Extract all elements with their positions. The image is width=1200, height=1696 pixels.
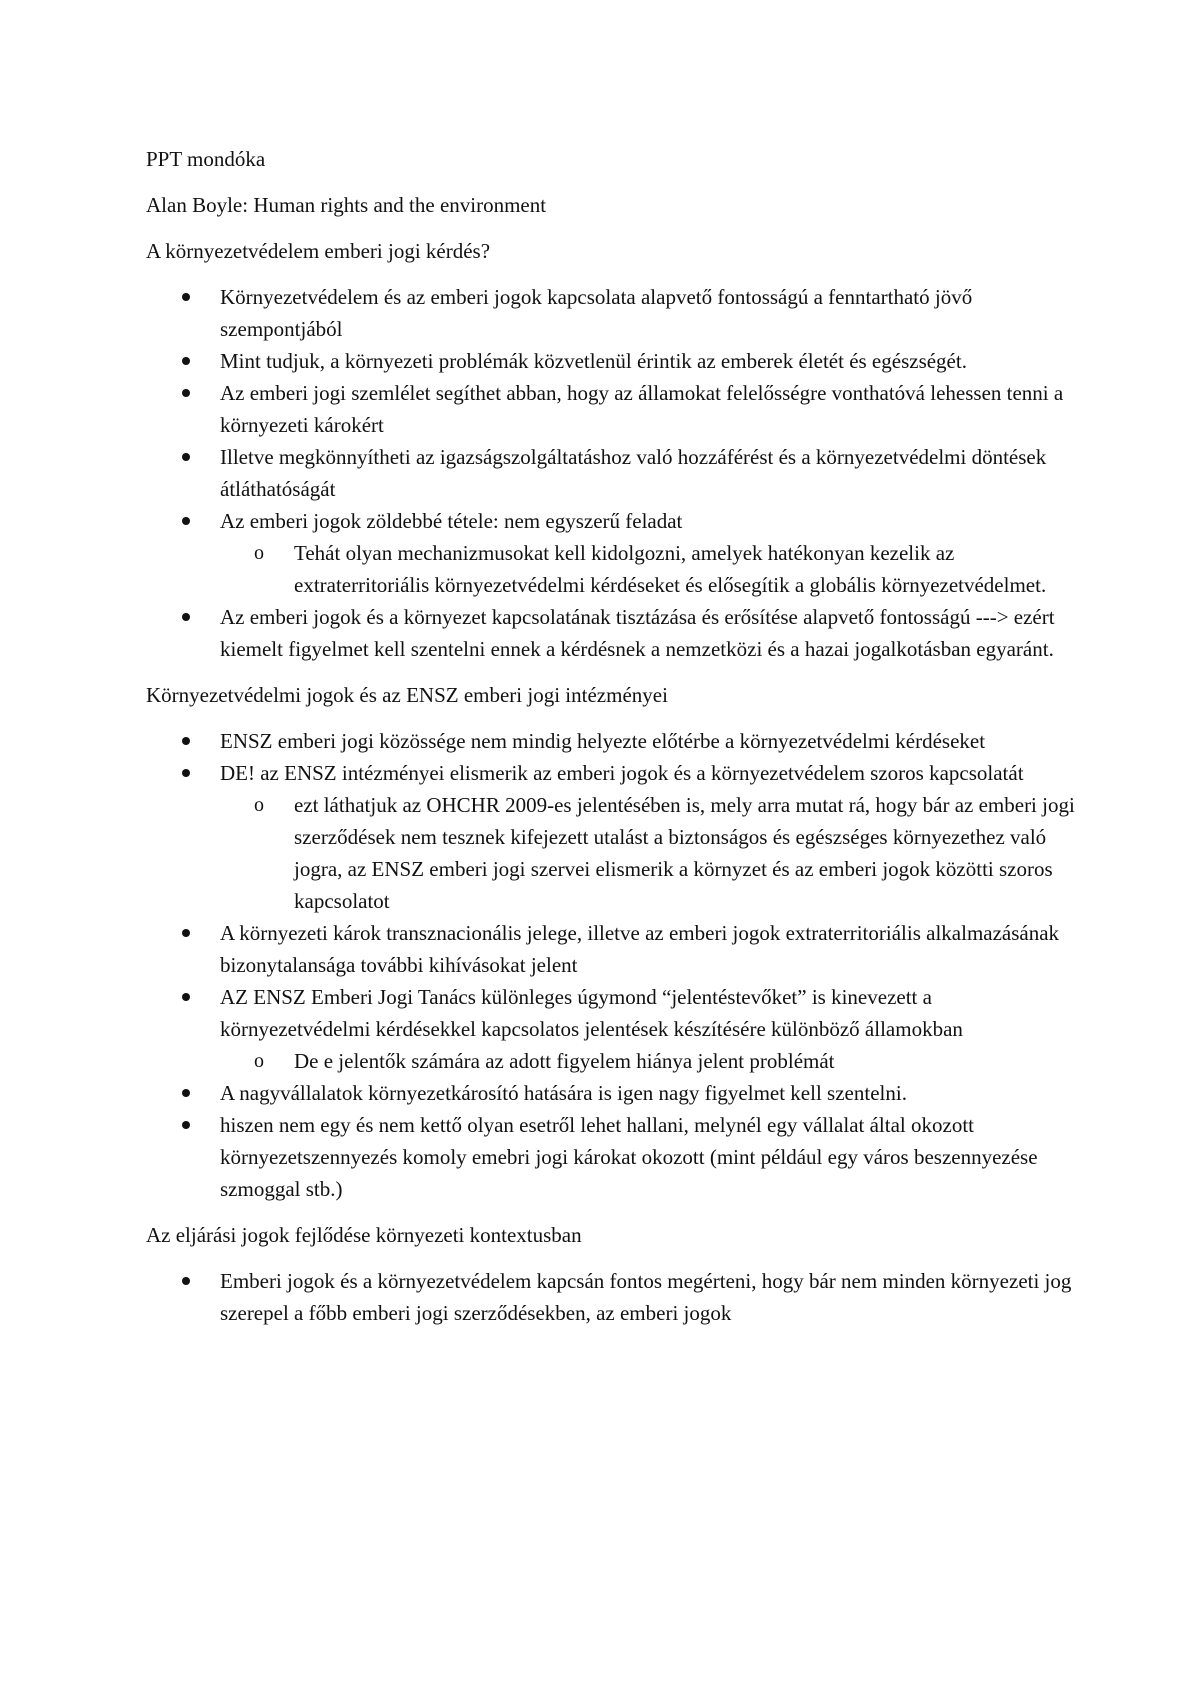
section-heading: Az eljárási jogok fejlődése környezeti kontextusban	[146, 1223, 582, 1247]
list-item-text: A nagyvállalatok környezetkárosító hatására is igen nagy figyelmet kell szentelni.	[220, 1081, 907, 1105]
bullet-list	[146, 725, 1076, 1205]
bullet-marker	[182, 737, 190, 745]
sub-list-item	[220, 1045, 1076, 1077]
list-item	[146, 281, 1076, 345]
list-item-text: AZ ENSZ Emberi Jogi Tanács különleges úgymond “jelentéstevőket” is kinevezett a környezetvédelmi kérdésekkel kapcsolatos jelentések készítésére különböző államokban	[220, 985, 963, 1041]
list-item-text: DE! az ENSZ intézményei elismerik az emberi jogok és a környezetvédelem szoros kapcsolatát	[220, 761, 1024, 785]
list-item-text: Az emberi jogi szemlélet segíthet abban, hogy az államokat felelősségre vonthatóvá lehessen tenni a környezeti károkért	[220, 381, 1064, 437]
list-item-text: Mint tudjuk, a környezeti problémák közvetlenül érintik az emberek életét és egészségét.	[220, 349, 967, 373]
bullet-marker	[182, 357, 190, 365]
list-item-text: Környezetvédelem és az emberi jogok kapcsolata alapvető fontosságú a fenntartható jövő szempontjából	[220, 285, 973, 341]
list-item	[146, 725, 1076, 757]
sub-bullet-marker: o	[254, 794, 264, 816]
sub-list	[220, 537, 1076, 601]
sub-list-item	[220, 537, 1076, 601]
bullet-marker	[182, 1121, 190, 1129]
sub-list-item-text: Tehát olyan mechanizmusokat kell kidolgozni, amelyek hatékonyan kezelik az extraterritoriális környezetvédelmi kérdéseket és elősegítik a globális környezetvédelmet.	[294, 541, 1047, 597]
sub-list	[220, 789, 1076, 917]
list-item	[146, 1265, 1076, 1329]
document-body	[146, 143, 1076, 1343]
list-item	[146, 1109, 1076, 1205]
sub-list	[220, 1045, 1076, 1077]
list-item-text: Illetve megkönnyítheti az igazságszolgáltatáshoz való hozzáférést és a környezetvédelmi döntések átláthatóságát	[220, 445, 1047, 501]
list-item-text: Emberi jogok és a környezetvédelem kapcsán fontos megérteni, hogy bár nem minden környezeti jog szerepel a főbb emberi jogi szerződésekben, az emberi jogok	[220, 1269, 1072, 1325]
list-item	[146, 601, 1076, 665]
document-title: PPT mondóka	[146, 147, 266, 171]
list-item	[146, 757, 1076, 917]
list-item-text: Az emberi jogok és a környezet kapcsolatának tisztázása és erősítése alapvető fontosságú ---> ezért kiemelt figyelmet kell szentelni ennek a kérdésnek a nemzetközi és a hazai jogalkotásban egyaránt.	[220, 605, 1055, 661]
bullet-marker	[182, 1277, 190, 1285]
bullet-marker	[182, 517, 190, 525]
section-heading: A környezetvédelem emberi jogi kérdés?	[146, 239, 491, 263]
list-item	[146, 505, 1076, 601]
bullet-marker	[182, 293, 190, 301]
list-item-text: A környezeti károk transznacionális jelege, illetve az emberi jogok extraterritoriális alkalmazásának bizonytalansága további kihívásokat jelent	[220, 921, 1060, 977]
sub-list-item	[220, 789, 1076, 917]
list-item-text: ENSZ emberi jogi közössége nem mindig helyezte előtérbe a környezetvédelmi kérdéseket	[220, 729, 986, 753]
bullet-marker	[182, 453, 190, 461]
list-item	[146, 1077, 1076, 1109]
section-heading: Környezetvédelmi jogok és az ENSZ emberi jogi intézményei	[146, 683, 668, 707]
bullet-list	[146, 281, 1076, 665]
list-item	[146, 981, 1076, 1077]
list-item	[146, 441, 1076, 505]
list-item-text: hiszen nem egy és nem kettő olyan esetről lehet hallani, melynél egy vállalat által okozott környezetszennyezés komoly emebri jogi károkat okozott (mint például egy város beszennyezése szmoggal stb.)	[220, 1113, 1038, 1201]
bullet-list	[146, 1265, 1076, 1329]
bullet-marker	[182, 613, 190, 621]
bullet-marker	[182, 1089, 190, 1097]
bullet-marker	[182, 993, 190, 1001]
sub-list-item-text: ezt láthatjuk az OHCHR 2009-es jelentésében is, mely arra mutat rá, hogy bár az emberi jogi szerződések nem tesznek kifejezett utalást a biztonságos és egészséges környezethez való jogra, az ENSZ emberi jogi szervei elismerik a környzet és az emberi jogok közötti szoros kapcsolatot	[294, 793, 1075, 913]
sub-bullet-marker: o	[254, 1050, 264, 1072]
bullet-marker	[182, 929, 190, 937]
bullet-marker	[182, 769, 190, 777]
list-item	[146, 917, 1076, 981]
bullet-marker	[182, 389, 190, 397]
sub-list-item-text: De e jelentők számára az adott figyelem hiánya jelent problémát	[294, 1049, 835, 1073]
source-reference: Alan Boyle: Human rights and the environment	[146, 193, 547, 217]
list-item	[146, 345, 1076, 377]
list-item-text: Az emberi jogok zöldebbé tétele: nem egyszerű feladat	[220, 509, 683, 533]
sub-bullet-marker: o	[254, 542, 264, 564]
list-item	[146, 377, 1076, 441]
